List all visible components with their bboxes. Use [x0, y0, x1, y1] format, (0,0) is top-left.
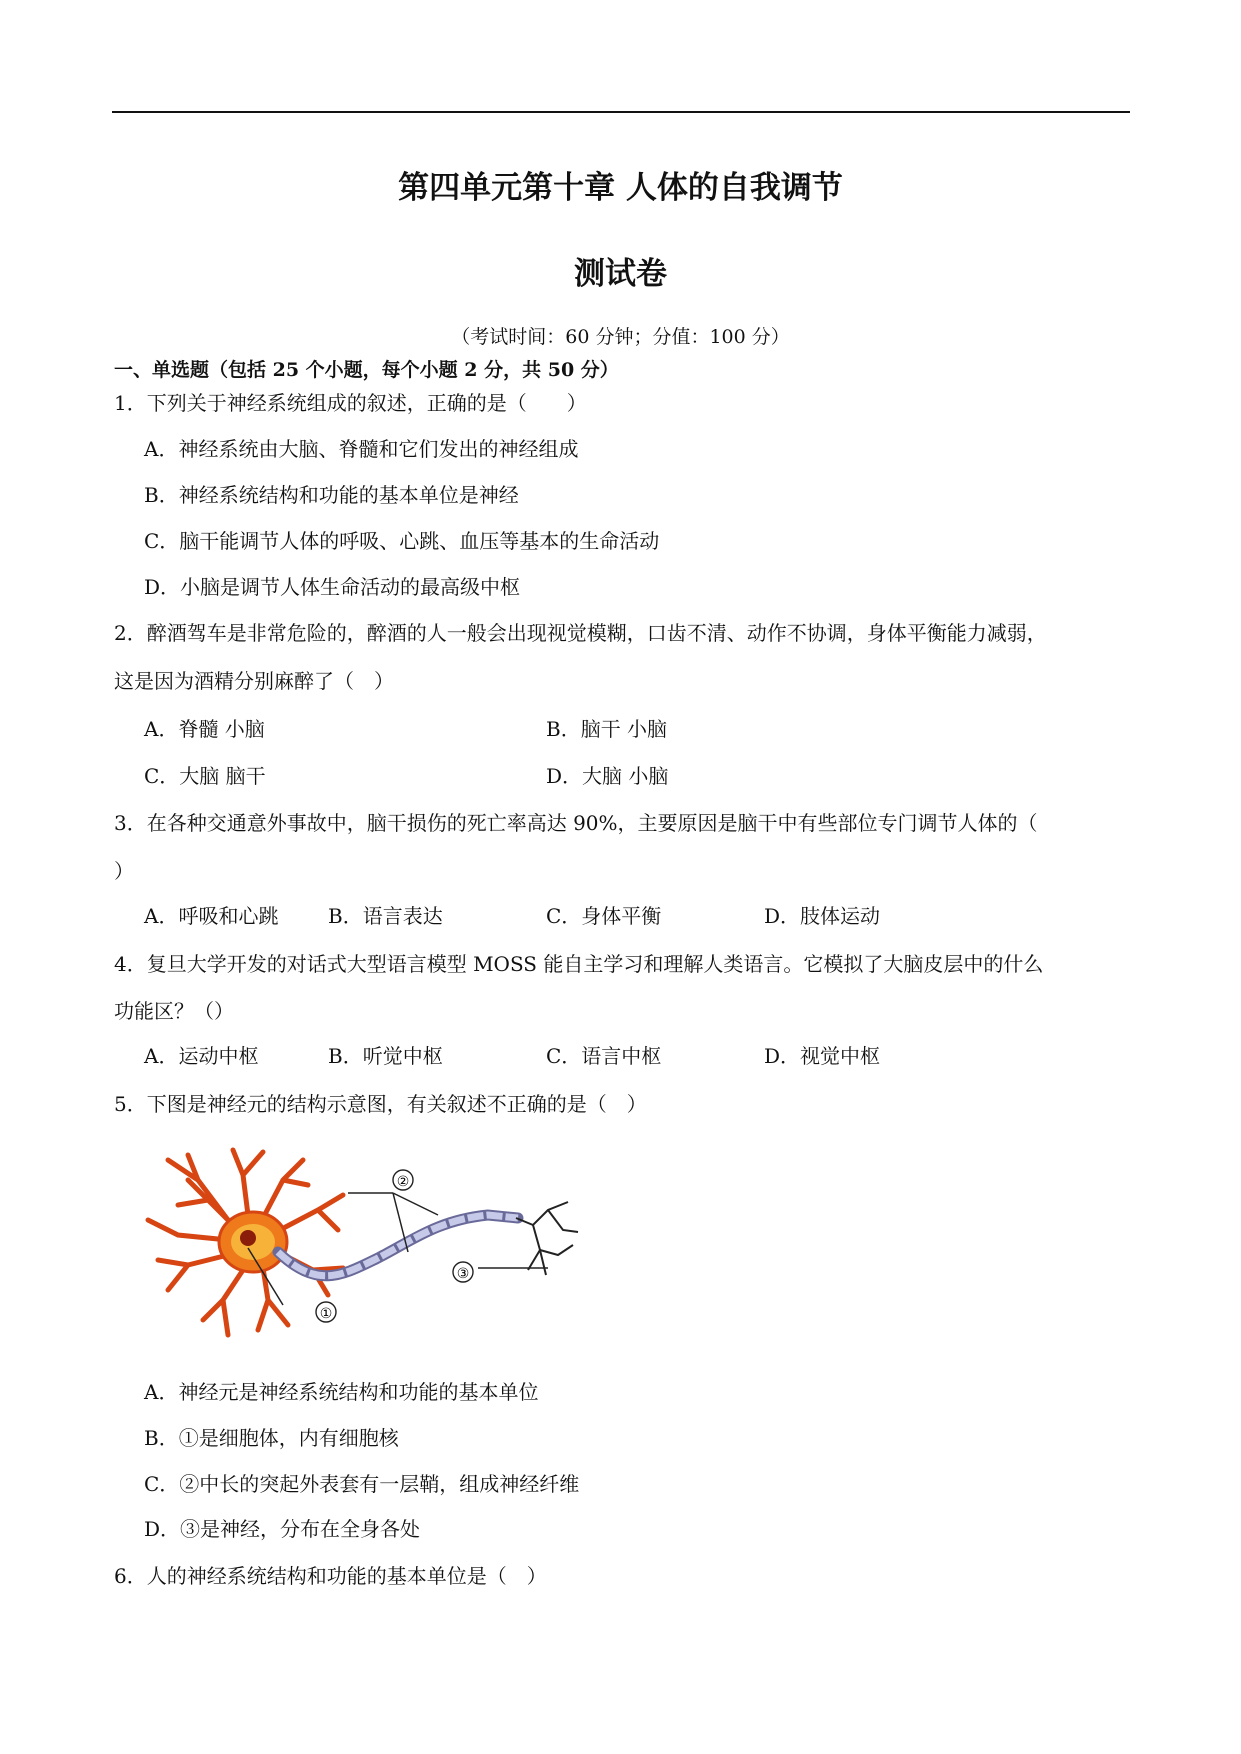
question-4-option-b[interactable]: B．听觉中枢 [328, 1044, 443, 1068]
question-5-option-b[interactable]: B．①是细胞体，内有细胞核 [144, 1426, 399, 1450]
label-1 [316, 1302, 336, 1322]
header-rule [112, 111, 1130, 113]
nucleus [240, 1230, 256, 1246]
question-1-option-b[interactable]: B．神经系统结构和功能的基本单位是神经 [144, 483, 519, 507]
question-2-stem-line1: 2．醉酒驾车是非常危险的，醉酒的人一般会出现视觉模糊，口齿不清、动作不协调，身体平衡能力减弱， [114, 621, 1047, 645]
question-6-stem: 6．人的神经系统结构和功能的基本单位是（ ） [114, 1564, 547, 1588]
question-1-option-a[interactable]: A．神经系统由大脑、脊髓和它们发出的神经组成 [144, 437, 579, 461]
question-3-stem-line1: 3．在各种交通意外事故中，脑干损伤的死亡率高达 90%，主要原因是脑干中有些部位专门调节人体的（ [114, 811, 1038, 835]
question-4-stem-line1: 4．复旦大学开发的对话式大型语言模型 MOSS 能自主学习和理解人类语言。它模拟了大脑皮层中的什么 [114, 952, 1044, 976]
question-2-option-d[interactable]: D．大脑 小脑 [546, 764, 669, 788]
question-2-stem-line2: 这是因为酒精分别麻醉了（ ） [114, 669, 394, 693]
question-1-stem: 1．下列关于神经系统组成的叙述，正确的是（ ） [114, 391, 587, 415]
page-title: 第四单元第十章 人体的自我调节 [398, 170, 843, 206]
question-2-option-b[interactable]: B．脑干 小脑 [546, 717, 668, 741]
svg-text:③: ③ [456, 1266, 470, 1282]
section-heading: 一、单选题（包括 25 个小题，每个小题 2 分，共 50 分） [114, 359, 619, 381]
question-2-option-c[interactable]: C．大脑 脑干 [144, 764, 266, 788]
label-2 [393, 1170, 413, 1190]
question-3-stem-line2: ） [114, 859, 134, 883]
question-3-option-b[interactable]: B．语言表达 [328, 904, 443, 928]
exam-info: （考试时间：60 分钟；分值：100 分） [451, 326, 790, 348]
svg-text:②: ② [396, 1174, 410, 1190]
question-3-option-a[interactable]: A．呼吸和心跳 [144, 904, 279, 928]
page-subtitle: 测试卷 [574, 256, 667, 292]
question-4-option-c[interactable]: C．语言中枢 [546, 1044, 662, 1068]
myelin-sheath [278, 1215, 518, 1276]
question-1-option-d[interactable]: D．小脑是调节人体生命活动的最高级中枢 [144, 575, 521, 599]
question-1-option-c[interactable]: C．脑干能调节人体的呼吸、心跳、血压等基本的生命活动 [144, 529, 660, 553]
question-4-stem-line2: 功能区？（） [114, 999, 234, 1023]
svg-text:①: ① [319, 1306, 333, 1322]
question-5-option-c[interactable]: C．②中长的突起外表套有一层鞘，组成神经纤维 [144, 1472, 580, 1496]
question-5-option-d[interactable]: D．③是神经，分布在全身各处 [144, 1517, 421, 1541]
question-2-option-a[interactable]: A．脊髓 小脑 [144, 717, 265, 741]
label-3 [453, 1262, 473, 1282]
question-5-stem: 5．下图是神经元的结构示意图，有关叙述不正确的是（ ） [114, 1092, 647, 1116]
question-3-option-c[interactable]: C．身体平衡 [546, 904, 662, 928]
question-4-option-a[interactable]: A．运动中枢 [144, 1044, 259, 1068]
neuron-diagram [128, 1140, 598, 1350]
axon-terminals [516, 1202, 578, 1275]
question-3-option-d[interactable]: D．肢体运动 [764, 904, 881, 928]
question-5-option-a[interactable]: A．神经元是神经系统结构和功能的基本单位 [144, 1380, 539, 1404]
question-4-option-d[interactable]: D．视觉中枢 [764, 1044, 881, 1068]
